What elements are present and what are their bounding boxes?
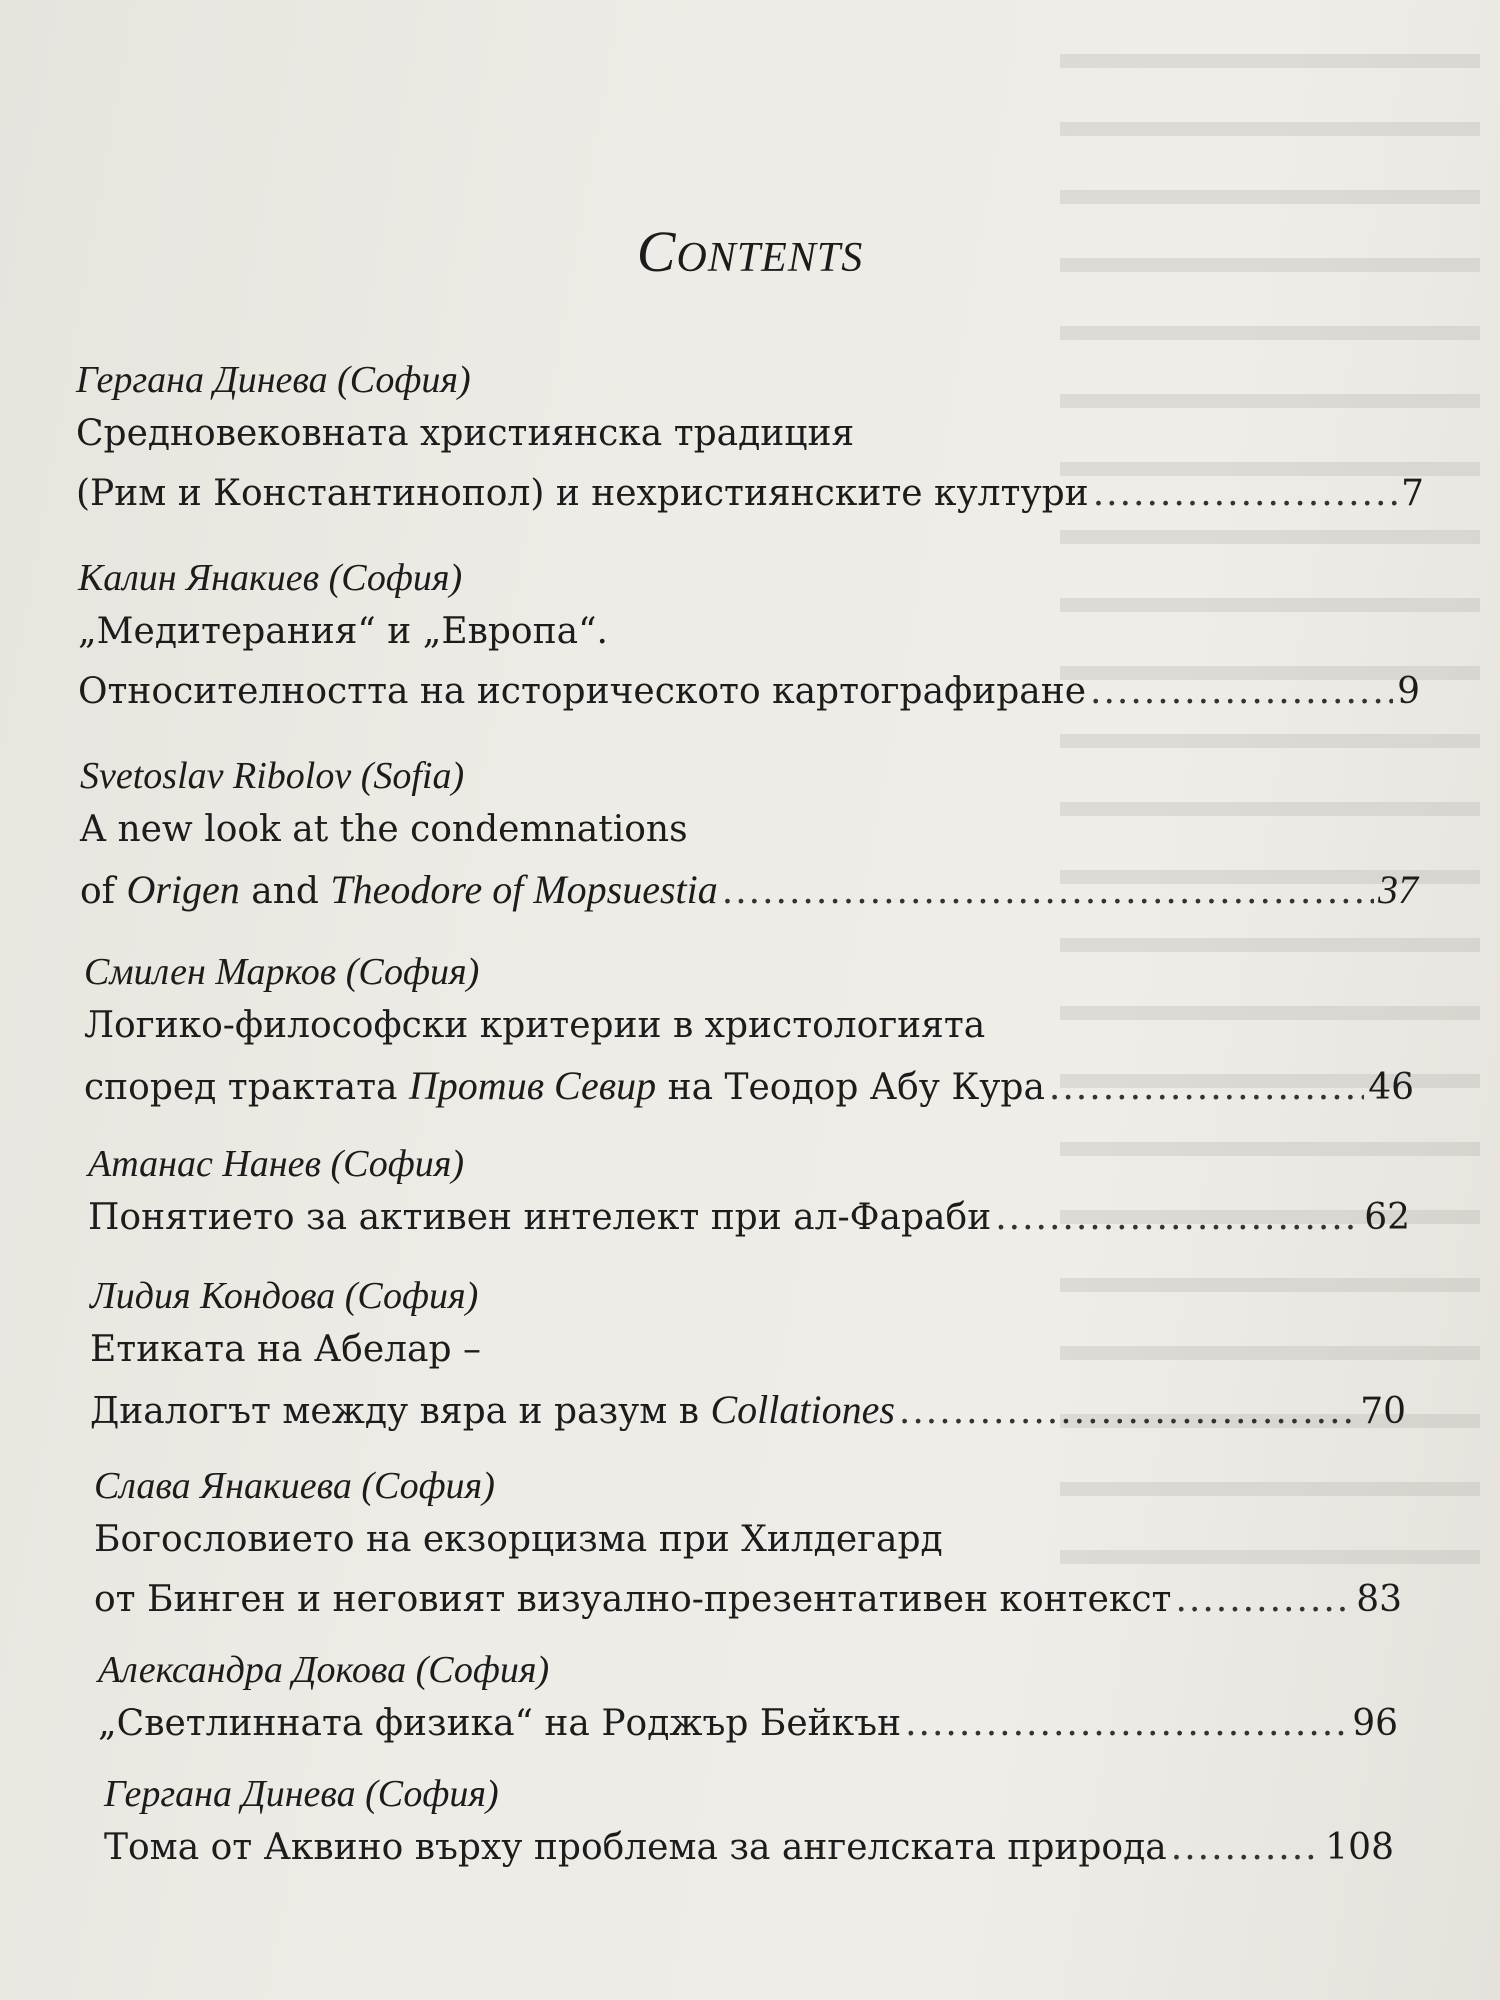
entry-title-line: A new look at the condemnations — [80, 809, 688, 850]
toc-entry[interactable] — [98, 1646, 1398, 1754]
toc-entry[interactable] — [80, 752, 1418, 920]
entry-title-line: „Медитерания“ и „Европа“. — [78, 611, 608, 652]
contents-heading: CONTENTS — [636, 219, 864, 284]
entry-title-line: Етиката на Абелар – — [90, 1329, 481, 1370]
entry-title-last-line: според трактата Против Севир на Теодор Абу Кура ..... 46 — [84, 1056, 1414, 1116]
entry-author: Слава Янакиева (София) — [94, 1465, 495, 1507]
toc-entry[interactable] — [76, 356, 1424, 524]
dot-leader — [1093, 464, 1397, 524]
entry-title-line: Средновековната християнска традиция — [76, 413, 855, 454]
entry-title-last-line: Диалогът между вяра и разум в Collationes ..... 70 — [90, 1380, 1406, 1440]
dot-leader — [899, 1382, 1356, 1442]
entry-author: Гергана Динева (София) — [104, 1773, 499, 1815]
page-number: 37 — [1378, 867, 1418, 912]
page-number: 7 — [1401, 473, 1424, 514]
entry-author: Смилен Марков (София) — [84, 951, 480, 993]
entry-title-last-line: от Бинген и неговият визуално-презентативен контекст ..... 83 — [94, 1570, 1402, 1630]
dot-leader — [1049, 1058, 1364, 1118]
entry-title-last-line: of Origen and Theodore of Mopsuestia ..... 37 — [80, 860, 1418, 920]
dot-leader — [722, 862, 1374, 922]
dot-leader — [905, 1694, 1348, 1754]
page-number: 83 — [1356, 1579, 1402, 1620]
toc-entry[interactable] — [90, 1272, 1406, 1440]
entry-author: Лидия Кондова (София) — [90, 1275, 479, 1317]
toc-entry[interactable] — [94, 1462, 1402, 1630]
page-number: 108 — [1325, 1827, 1394, 1868]
dot-leader — [1171, 1818, 1322, 1878]
dot-leader — [1175, 1570, 1352, 1630]
entry-author: Калин Янакиев (София) — [78, 557, 463, 599]
entry-title-line: Логико-философски критерии в христологията — [84, 1005, 986, 1046]
entry-title-last-line: Относителността на историческото картографиране ..... 9 — [78, 662, 1420, 722]
entry-title-last-line: (Рим и Константинопол) и нехристиянските култури ..... 7 — [76, 464, 1424, 524]
entry-title-line: Богословието на екзорцизма при Хилдегард — [94, 1519, 943, 1560]
page-number: 46 — [1368, 1067, 1414, 1108]
page-number: 9 — [1397, 671, 1420, 712]
page-number: 62 — [1364, 1197, 1410, 1238]
entry-author: Svetoslav Ribolov (Sofia) — [80, 755, 465, 797]
toc-entry[interactable] — [88, 1140, 1410, 1248]
dot-leader — [995, 1188, 1360, 1248]
page-number: 96 — [1352, 1703, 1398, 1744]
entry-author: Гергана Динева (София) — [76, 359, 471, 401]
toc-entry[interactable] — [78, 554, 1420, 722]
dot-leader — [1090, 662, 1393, 722]
entry-title-last-line: Понятието за активен интелект при ал-Фараби ..... 62 — [88, 1188, 1410, 1248]
toc-entry[interactable] — [104, 1770, 1394, 1878]
entry-author: Александра Докова (София) — [98, 1649, 550, 1691]
toc-entry[interactable] — [84, 948, 1414, 1116]
entry-title-last-line: Тома от Аквино върху проблема за ангелската природа ..... 108 — [104, 1818, 1394, 1878]
entry-title-last-line: „Светлинната физика“ на Роджър Бейкън ..... 96 — [98, 1694, 1398, 1754]
entry-author: Атанас Нанев (София) — [88, 1143, 465, 1185]
page-number: 70 — [1360, 1391, 1406, 1432]
